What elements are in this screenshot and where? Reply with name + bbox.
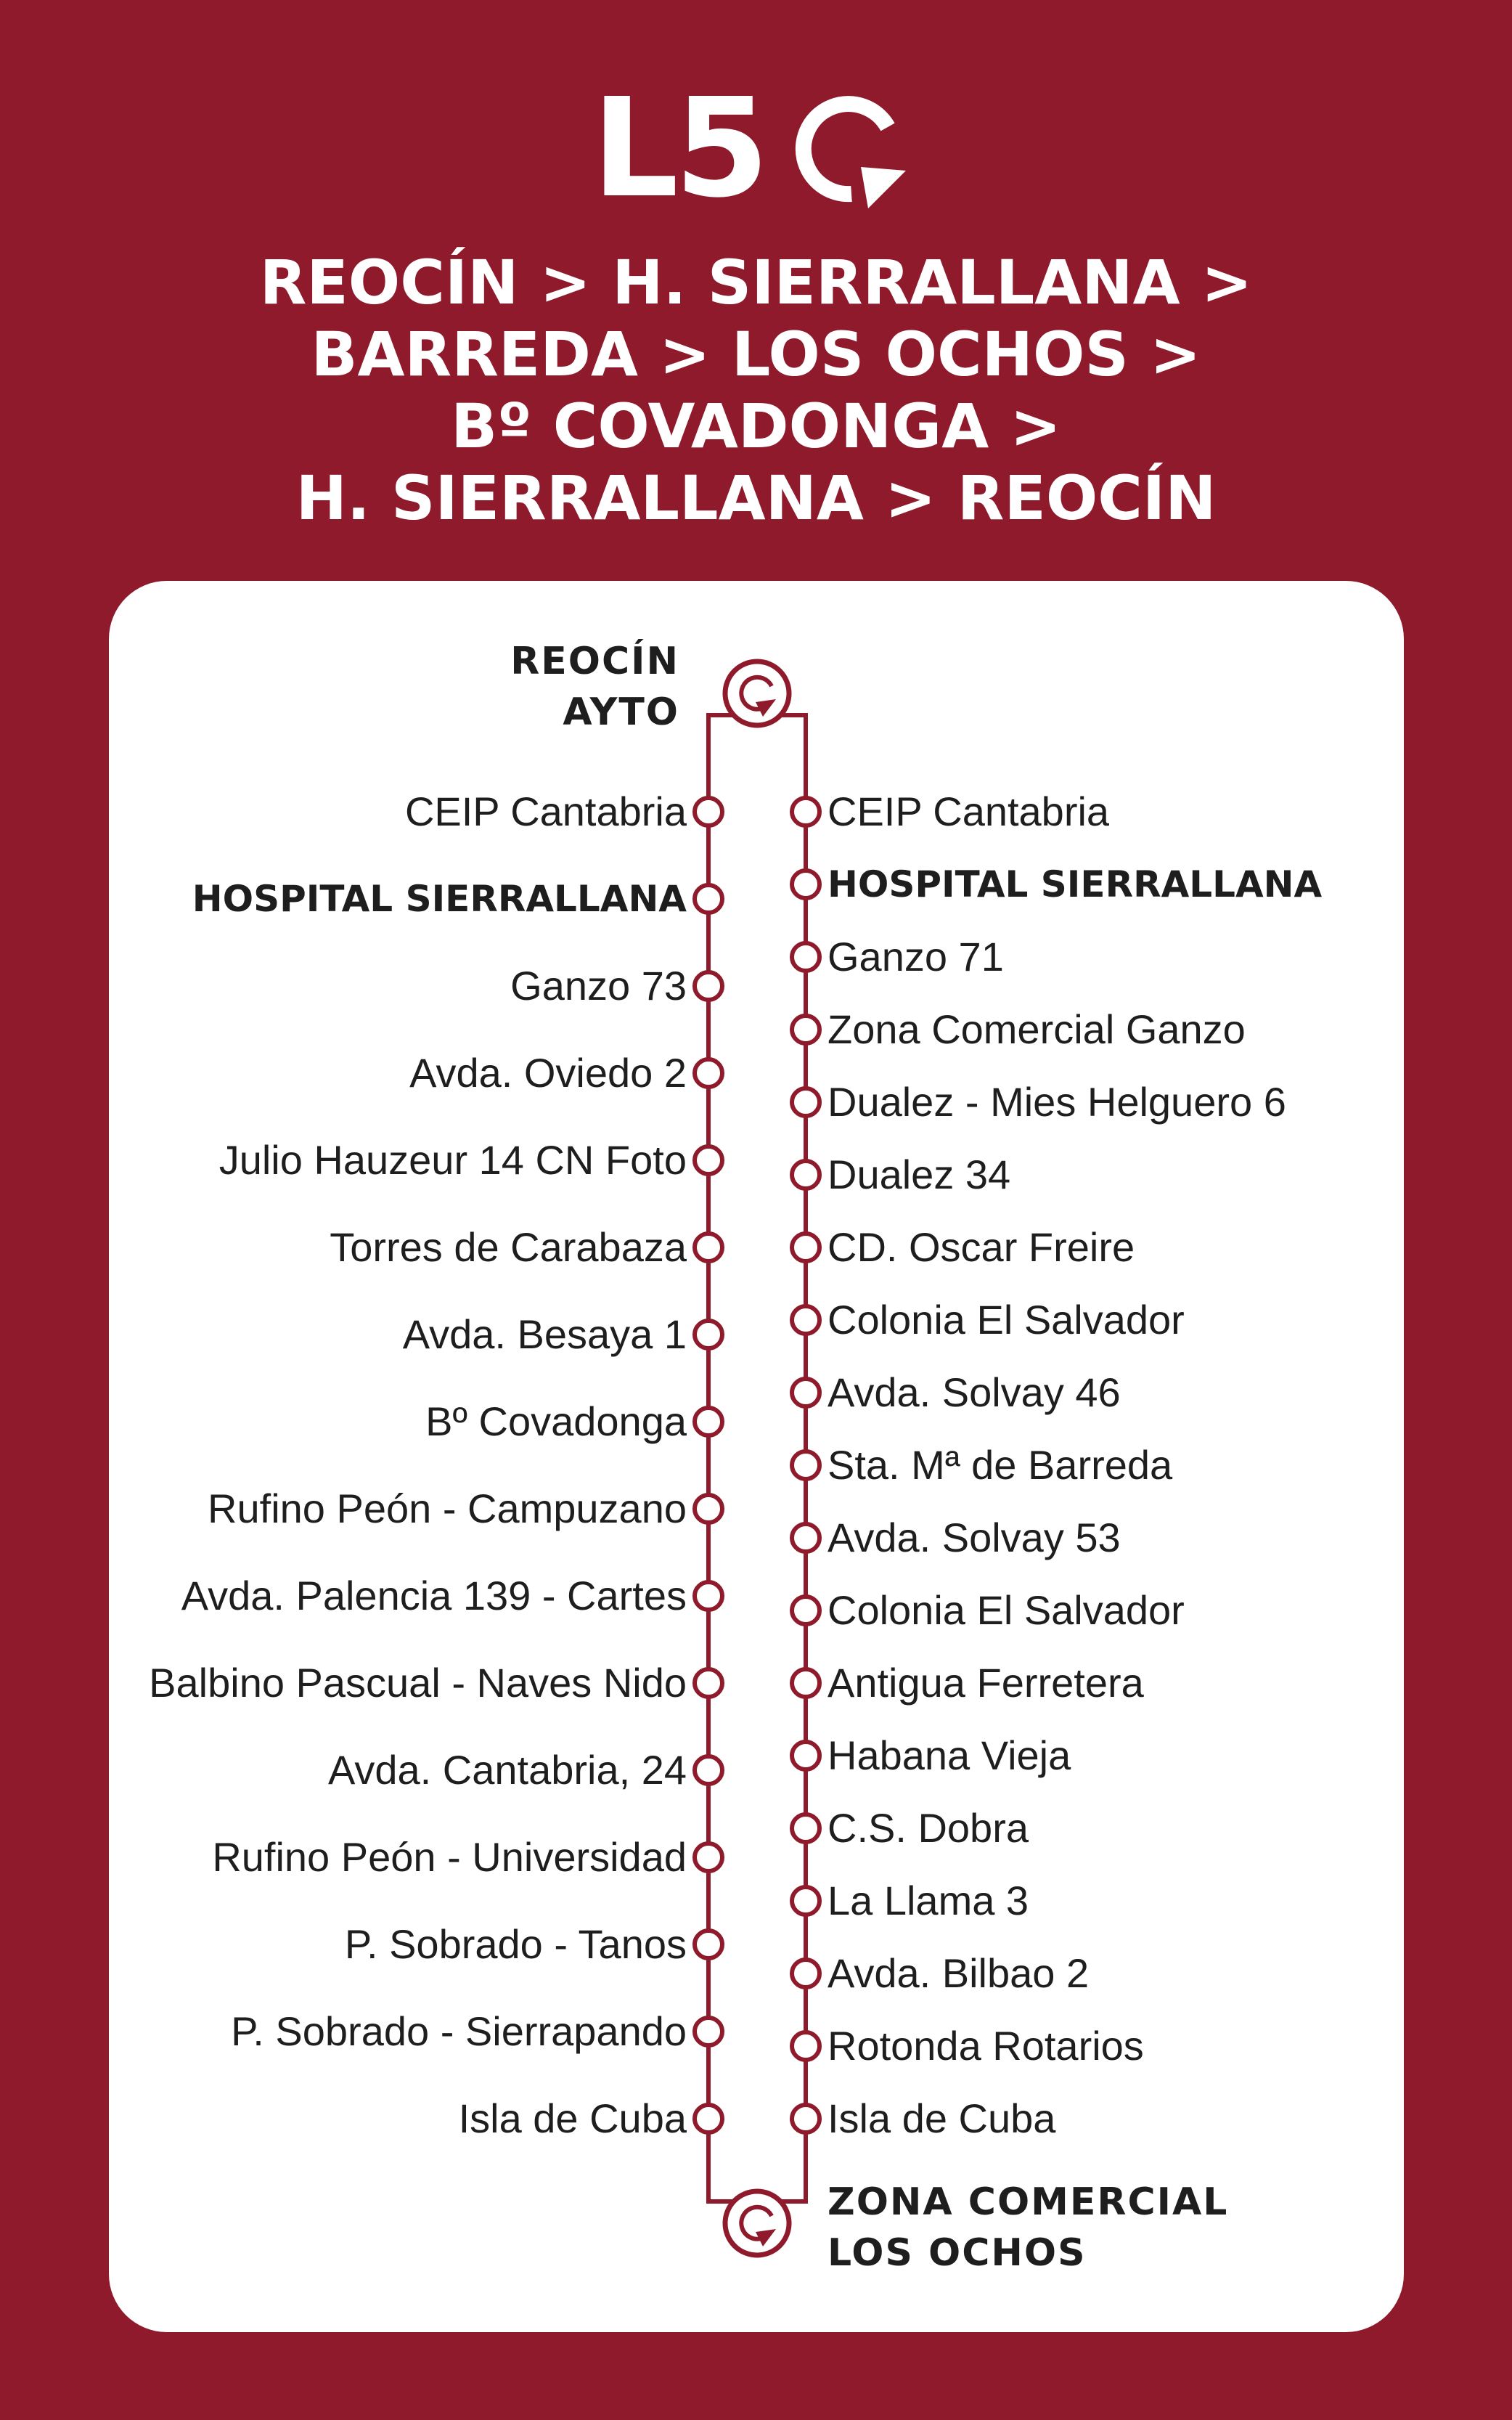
- stop-marker: [792, 1669, 820, 1697]
- stop-marker: [792, 1088, 820, 1116]
- route-line: Bº COVADONGA >: [451, 391, 1061, 462]
- stop-label: Dualez - Mies Helguero 6: [827, 1079, 1286, 1125]
- terminal-start: [510, 636, 679, 738]
- terminal-loop-icon: [725, 2191, 789, 2255]
- terminal-loop-icon: [725, 661, 789, 725]
- line-code: L5: [592, 69, 765, 228]
- stop-label: Torres de Carabaza: [330, 1224, 687, 1270]
- stop-label: Ganzo 73: [510, 963, 687, 1009]
- stop-label: Dualez 34: [827, 1152, 1011, 1197]
- stop-label: Rufino Peón - Universidad: [212, 1834, 687, 1880]
- stop-label: CD. Oscar Freire: [827, 1224, 1135, 1270]
- stop-marker: [792, 2105, 820, 2132]
- stop-marker: [695, 1146, 722, 1174]
- stop-label: Avda. Cantabria, 24: [328, 1747, 687, 1793]
- stop-label: Avda. Bilbao 2: [827, 1950, 1090, 1996]
- stop-label: Ganzo 71: [827, 934, 1004, 979]
- stop-marker: [695, 1495, 722, 1523]
- stop-marker: [792, 2032, 820, 2060]
- terminal-start-line2: AYTO: [563, 690, 679, 734]
- stop-marker: [792, 1887, 820, 1915]
- stop-label: Colonia El Salvador: [827, 1297, 1185, 1343]
- stop-label: Rufino Peón - Campuzano: [208, 1486, 687, 1531]
- stop-marker: [695, 1321, 722, 1348]
- stop-marker: [695, 2018, 722, 2045]
- stop-label: Bº Covadonga: [425, 1398, 687, 1444]
- stop-label: Rotonda Rotarios: [827, 2023, 1144, 2069]
- stop-label: HOSPITAL SIERRALLANA: [827, 863, 1323, 905]
- route-line: BARREDA > LOS OCHOS >: [311, 319, 1201, 390]
- stop-marker: [792, 943, 820, 971]
- stop-marker: [695, 972, 722, 1000]
- stop-marker: [695, 1756, 722, 1784]
- stop-marker: [695, 2105, 722, 2132]
- route-line: H. SIERRALLANA > REOCÍN: [295, 463, 1217, 534]
- stop-label: P. Sobrado - Tanos: [344, 1921, 687, 1967]
- stop-marker: [695, 1059, 722, 1087]
- stop-marker: [695, 1843, 722, 1871]
- stop-label: La Llama 3: [827, 1878, 1029, 1923]
- stop-marker: [695, 1669, 722, 1697]
- stop-marker: [792, 1161, 820, 1189]
- stop-label: Avda. Besaya 1: [402, 1311, 687, 1357]
- stop-marker: [695, 1582, 722, 1610]
- stop-marker: [792, 1306, 820, 1334]
- stop-marker: [792, 798, 820, 826]
- stop-marker: [695, 1931, 722, 1958]
- stop-markers: [695, 798, 820, 2132]
- terminal-end-line2: LOS OCHOS: [827, 2231, 1087, 2275]
- stop-marker: [792, 871, 820, 898]
- stop-label: Isla de Cuba: [458, 2095, 687, 2141]
- stop-marker: [792, 1524, 820, 1552]
- stop-label: Colonia El Salvador: [827, 1587, 1185, 1633]
- stop-label: Avda. Solvay 53: [827, 1515, 1121, 1560]
- stop-label: CEIP Cantabria: [827, 789, 1110, 834]
- stop-marker: [792, 1451, 820, 1479]
- stop-marker: [792, 1597, 820, 1624]
- stop-marker: [792, 1016, 820, 1043]
- stop-label: C.S. Dobra: [827, 1805, 1029, 1851]
- stop-marker: [792, 1379, 820, 1406]
- stop-marker: [792, 1742, 820, 1769]
- stop-marker: [792, 1234, 820, 1261]
- terminal-end: [827, 2177, 1228, 2278]
- stop-marker: [695, 1408, 722, 1435]
- stop-label: Avda. Oviedo 2: [409, 1050, 687, 1096]
- stop-label: Isla de Cuba: [827, 2095, 1056, 2141]
- stop-label: Habana Vieja: [827, 1732, 1071, 1778]
- stop-label: P. Sobrado - Sierrapando: [231, 2008, 687, 2054]
- stop-marker: [695, 1234, 722, 1261]
- stop-label: Julio Hauzeur 14 CN Foto: [218, 1137, 687, 1183]
- terminal-end-line1: ZONA COMERCIAL: [827, 2180, 1229, 2224]
- stop-marker: [792, 1814, 820, 1842]
- route-line: REOCÍN > H. SIERRALLANA >: [259, 247, 1253, 318]
- stop-label: Avda. Solvay 46: [827, 1369, 1121, 1415]
- stop-marker: [695, 885, 722, 913]
- stop-label: Zona Comercial Ganzo: [827, 1006, 1246, 1052]
- stop-label: Avda. Palencia 139 - Cartes: [181, 1573, 687, 1618]
- stop-label: HOSPITAL SIERRALLANA: [192, 878, 687, 920]
- stop-label: Sta. Mª de Barreda: [827, 1442, 1173, 1488]
- stop-label: Antigua Ferretera: [827, 1660, 1144, 1706]
- stop-marker: [695, 798, 722, 826]
- terminal-start-line1: REOCÍN: [510, 640, 679, 683]
- stop-marker: [792, 1960, 820, 1987]
- stop-label: CEIP Cantabria: [404, 789, 687, 834]
- stop-label: Balbino Pascual - Naves Nido: [149, 1660, 687, 1706]
